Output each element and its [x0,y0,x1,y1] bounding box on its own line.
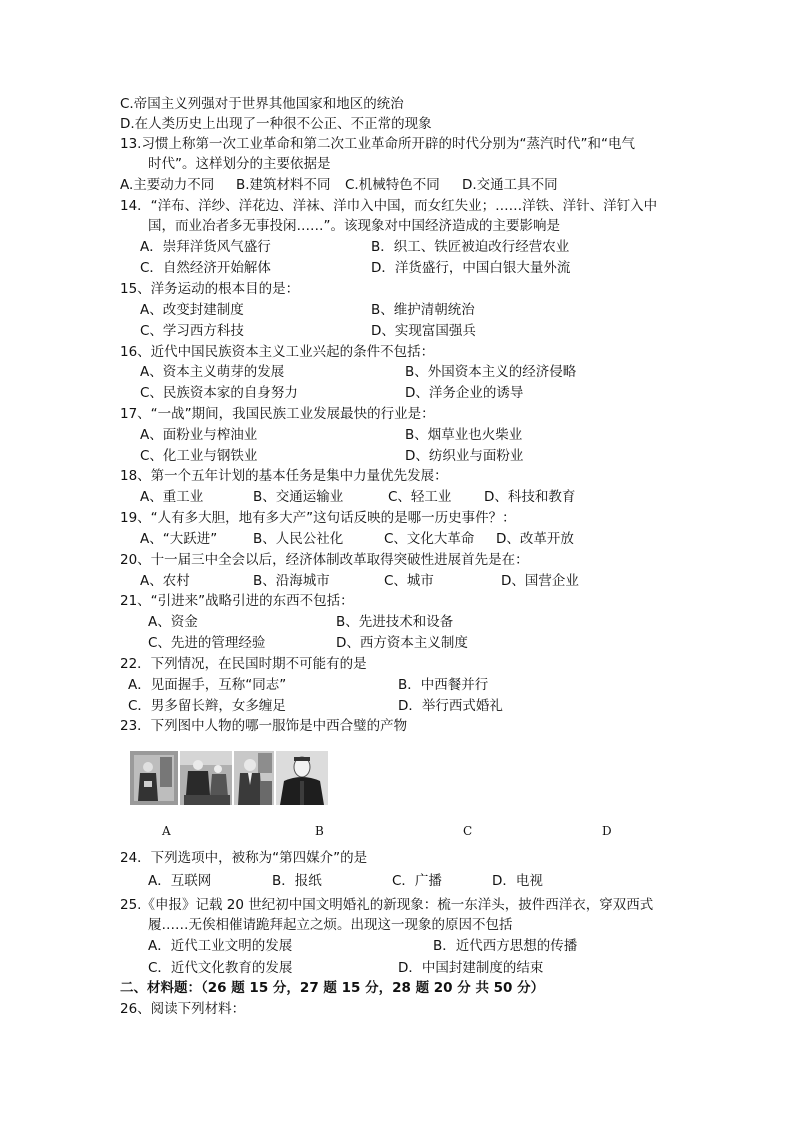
q25-option-a: A．近代工业文明的发展 [148,938,293,954]
question-14-stem: 14．“洋布、洋纱、洋花边、洋袜、洋巾入中国，而女红失业；……洋铁、洋针、洋钉入中 [120,198,658,214]
q16-option-a: A、资本主义萌芽的发展 [140,364,285,380]
photo-d-zhongshan-suit [276,751,328,805]
q13-option-d: D.交通工具不同 [462,177,558,193]
q13-option-b: B.建筑材料不同 [236,177,331,193]
question-16-stem: 16、近代中国民族资本主义工业兴起的条件不包括： [120,344,435,360]
q20-option-a: A、农村 [140,573,190,589]
question-15-stem: 15、洋务运动的根本目的是： [120,281,300,297]
q18-option-d: D、科技和教育 [484,489,576,505]
q17-option-c: C、化工业与钢铁业 [140,448,258,464]
q19-option-c: C、文化大革命 [384,531,475,547]
q22-option-c: C．男多留长辫，女多缠足 [128,698,286,714]
photo-label-a: A [162,824,171,838]
question-13-stem: 13.习惯上称第一次工业革命和第二次工业革命所开辟的时代分别为“蒸汽时代”和“电气 [120,136,635,152]
question-20-stem: 20、十一届三中全会以后，经济体制改革取得突破性进展首先是在： [120,552,529,568]
q19-option-d: D、改革开放 [496,531,574,547]
photo-a-qing-official [130,751,178,805]
q22-option-d: D．举行西式婚礼 [398,698,503,714]
q24-option-b: B．报纸 [272,873,322,889]
q14-option-b: B．织工、铁匠被迫改行经营农业 [371,239,570,255]
q13-option-c: C.机械特色不同 [345,177,440,193]
q13-option-a: A.主要动力不同 [120,177,215,193]
q17-option-a: A、面粉业与榨油业 [140,427,258,443]
q25-option-d: D．中国封建制度的结束 [398,960,544,976]
photo-label-c: C [463,824,473,838]
q21-option-b: B、先进技术和设备 [336,614,454,630]
q20-option-b: B、沿海城市 [253,573,330,589]
q19-option-b: B、人民公社化 [253,531,344,547]
q25-option-c: C．近代文化教育的发展 [148,960,293,976]
q24-option-a: A．互联网 [148,873,212,889]
q14-option-a: A．崇拜洋货风气盛行 [140,239,271,255]
q20-option-d: D、国营企业 [501,573,579,589]
q18-option-a: A、重工业 [140,489,204,505]
q21-option-c: C、先进的管理经验 [148,635,266,651]
question-21-stem: 21、“引进来”战略引进的东西不包括： [120,593,354,609]
q22-option-a: A．见面握手，互称“同志” [128,677,287,693]
photo-b-seated-couple [180,751,232,805]
q14-option-c: C．自然经济开始解体 [140,260,271,276]
q16-option-c: C、民族资本家的自身努力 [140,385,298,401]
q19-option-a: A、“大跃进” [140,531,218,547]
q20-option-c: C、城市 [384,573,434,589]
q17-option-b: B、烟草业也火柴业 [405,427,523,443]
question-17-stem: 17、“一战”期间，我国民族工业发展最快的行业是： [120,406,435,422]
q18-option-b: B、交通运输业 [253,489,344,505]
option-c-12: C.帝国主义列强对于世界其他国家和地区的统治 [120,96,404,112]
q21-option-a: A、资金 [148,614,198,630]
question-18-stem: 18、第一个五年计划的基本任务是集中力量优先发展： [120,468,448,484]
q15-option-c: C、学习西方科技 [140,323,244,339]
q25-option-b: B．近代西方思想的传播 [433,938,578,954]
question-14-stem-cont: 国，而业冶者多无事投闲……”。该现象对中国经济造成的主要影响是 [148,218,560,234]
question-23-stem: 23．下列图中人物的哪一服饰是中西合璧的产物 [120,718,408,734]
q16-option-b: B、外国资本主义的经济侵略 [405,364,577,380]
section-2-heading: 二、材料题：（26 题 15 分，27 题 15 分，28 题 20 分 共 50 分） [120,980,545,996]
q15-option-d: D、实现富国强兵 [371,323,476,339]
q24-option-d: D．电视 [492,873,543,889]
question-26-stem: 26、阅读下列材料： [120,1001,246,1017]
question-24-stem: 24．下列选项中，被称为“第四媒介”的是 [120,850,368,866]
photo-label-b: B [315,824,324,838]
photo-label-d: D [602,824,612,838]
question-22-stem: 22．下列情况，在民国时期不可能有的是 [120,656,367,672]
q14-option-d: D．洋货盛行，中国白银大量外流 [371,260,571,276]
q15-option-b: B、维护清朝统治 [371,302,475,318]
question-13-stem-cont: 时代”。这样划分的主要依据是 [148,156,331,172]
q21-option-d: D、西方资本主义制度 [336,635,468,651]
photo-c-western-suit [234,751,274,805]
q15-option-a: A、改变封建制度 [140,302,244,318]
question-19-stem: 19、“人有多大胆，地有多大产”这句话反映的是哪一历史事件？： [120,510,516,526]
option-d-12: D.在人类历史上出现了一种很不公正、不正常的现象 [120,116,432,132]
question-25-stem-cont: 履……无俟相催请跪拜起立之烦。出现这一现象的原因不包括 [148,917,513,933]
q24-option-c: C．广播 [392,873,442,889]
q16-option-d: D、洋务企业的诱导 [405,385,524,401]
q22-option-b: B．中西餐并行 [398,677,489,693]
q17-option-d: D、纺织业与面粉业 [405,448,524,464]
question-25-stem: 25.《申报》记载 20 世纪初中国文明婚礼的新现象：梳一东洋头，披件西洋衣，穿双西式 [120,897,654,913]
q18-option-c: C、轻工业 [388,489,452,505]
